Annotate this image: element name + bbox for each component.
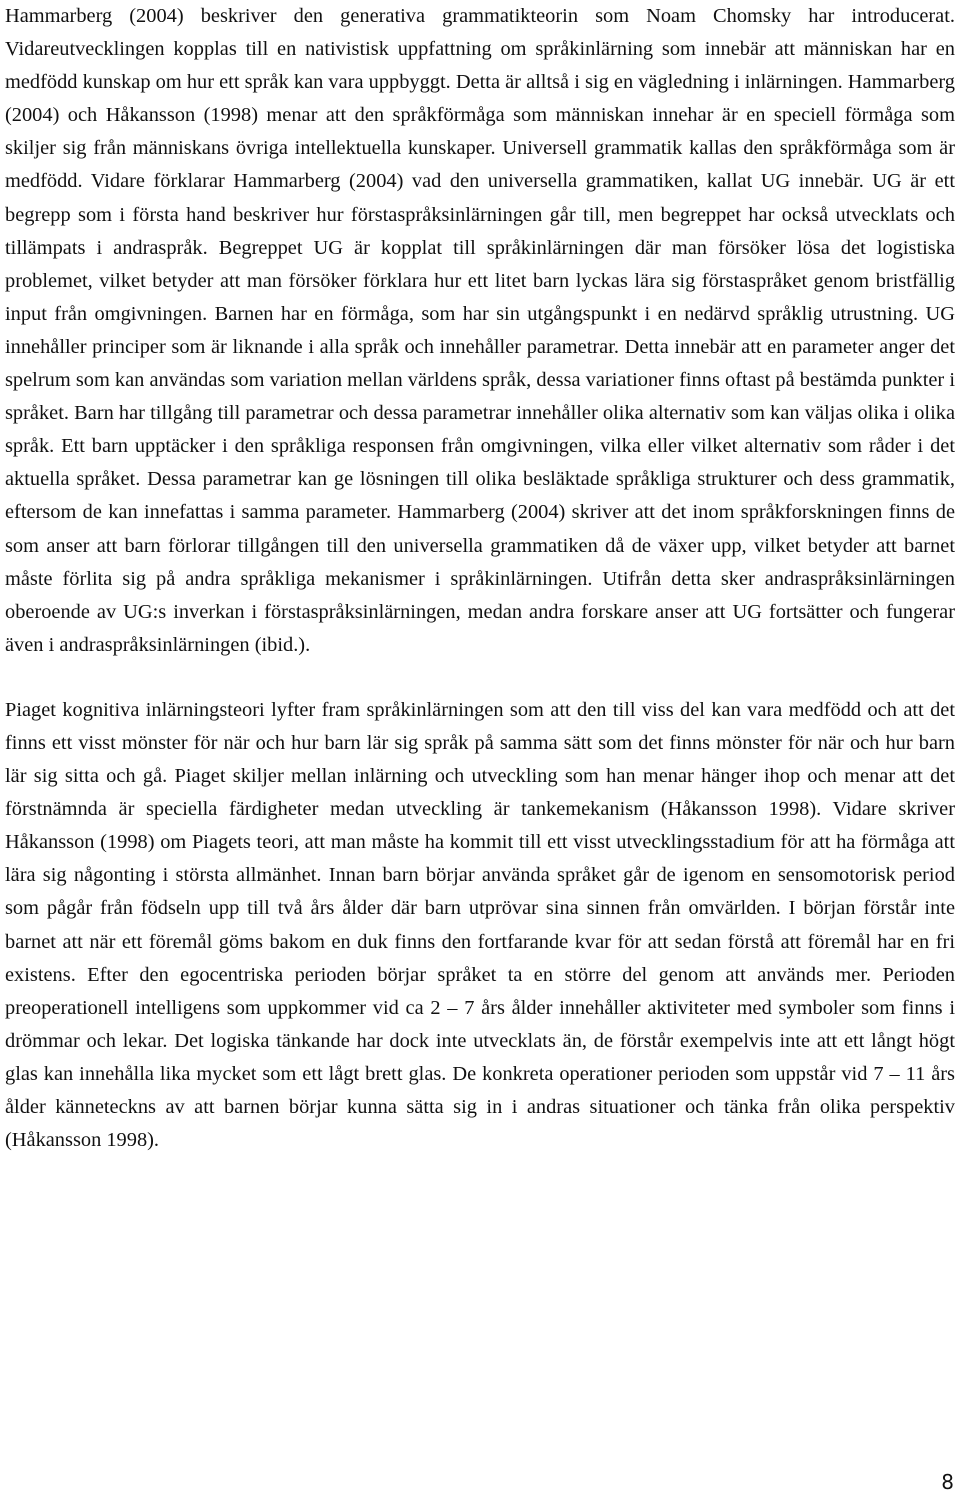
body-paragraph: Piaget kognitiva inlärningsteori lyfter fram språkinlärningen som att den till viss del kan vara medfödd och att det finns ett visst mönster för när och hur barn lär sig språk på samma sätt som det finns mönster för när och hur barn lär sig sitta och gå. Piaget skiljer mellan inlärning och utveckling som han menar hänger ihop och menar att det förstnämnda är speciella färdigheter medan utveckling är tankemekanism (Håkansson 1998). Vidare skriver Håkansson (1998) om Piagets teori, att man måste ha kommit till ett visst utvecklingsstadium för att ha förmåga att lära sig någonting i största allmänhet. Innan barn börjar använda språket går de igenom en sensomotorisk period som pågår från födseln upp till två års ålder där barn utprövar sina sinnen från omvärlden. I början förstår inte barnet att när ett föremål göms bakom en duk finns den fortfarande kvar för att sedan förstå att föremål har en fri existens. Efter den egocentriska perioden börjar språket ta en större del genom att används mer. Perioden preoperationell intelligens som uppkommer vid ca 2 – 7 års ålder innehåller aktiviteter med symboler som finns i drömmar och lekar. Det logiska tänkande har dock inte utvecklats än, de förstår exempelvis inte att ett långt högt glas kan innehålla lika mycket som ett lågt brett glas. De konkreta operationer perioden som uppstår vid 7 – 11 års ålder känneteckns av att barnen börjar kunna sätta sig in i andras situationer och tänka från olika perspektiv (Håkansson 1998).: [5, 698, 955, 1152]
document-page: [5, 0, 955, 1157]
page-number: 8: [941, 1470, 954, 1494]
body-paragraph: Hammarberg (2004) beskriver den generativa grammatikteorin som Noam Chomsky har introducerat. Vidareutvecklingen kopplas till en nativistisk uppfattning om språkinlärning som innebär att människan har en medfödd kunskap om hur ett språk kan vara uppbyggt. Detta är alltså i sig en vägledning i inlärningen. Hammarberg (2004) och Håkansson (1998) menar att den språkförmåga som människan innehar är en speciell förmåga som skiljer sig från människans övriga intellektuella kunskaper. Universell grammatik kallas den språkförmåga som är medfödd. Vidare förklarar Hammarberg (2004) vad den universella grammatiken, kallat UG innebär. UG är ett begrepp som i första hand beskriver hur förstaspråksinlärningen går till, men begreppet har också utvecklats och tillämpats i andraspråk. Begreppet UG är kopplat till språkinlärningen där man försöker lösa det logistiska problemet, vilket betyder att man försöker förklara hur ett litet barn lyckas lära sig förstaspråket genom bristfällig input från omgivningen. Barnen har en förmåga, som har sin utgångspunkt i en nedärvd språklig utrustning. UG innehåller principer som är liknande i alla språk och innehåller parametrar. Detta innebär att en parameter anger det spelrum som kan användas som variation mellan världens språk, dessa variationer finns oftast på bestämda punkter i språket. Barn har tillgång till parametrar och dessa parametrar innehåller olika alternativ som kan väljas olika i olika språk. Ett barn upptäcker i den språkliga responsen från omgivningen, vilka eller vilket alternativ som råder i det aktuella språket. Dessa parametrar kan ge lösningen till olika besläktade språkliga strukturer och dess grammatik, eftersom de kan innefattas i samma parameter. Hammarberg (2004) skriver att det inom språkforskningen finns de som anser att barn förlorar tillgången till den universella grammatiken då de växer upp, vilket betyder att barnet måste förlita sig på andra språkliga mekanismer i språkinlärningen. Utifrån detta sker andraspråksinlärningen oberoende av UG:s inverkan i förstaspråksinlärningen, medan andra forskare anser att UG fortsätter och fungerar även i andraspråksinlärningen (ibid.).: [5, 5, 955, 656]
